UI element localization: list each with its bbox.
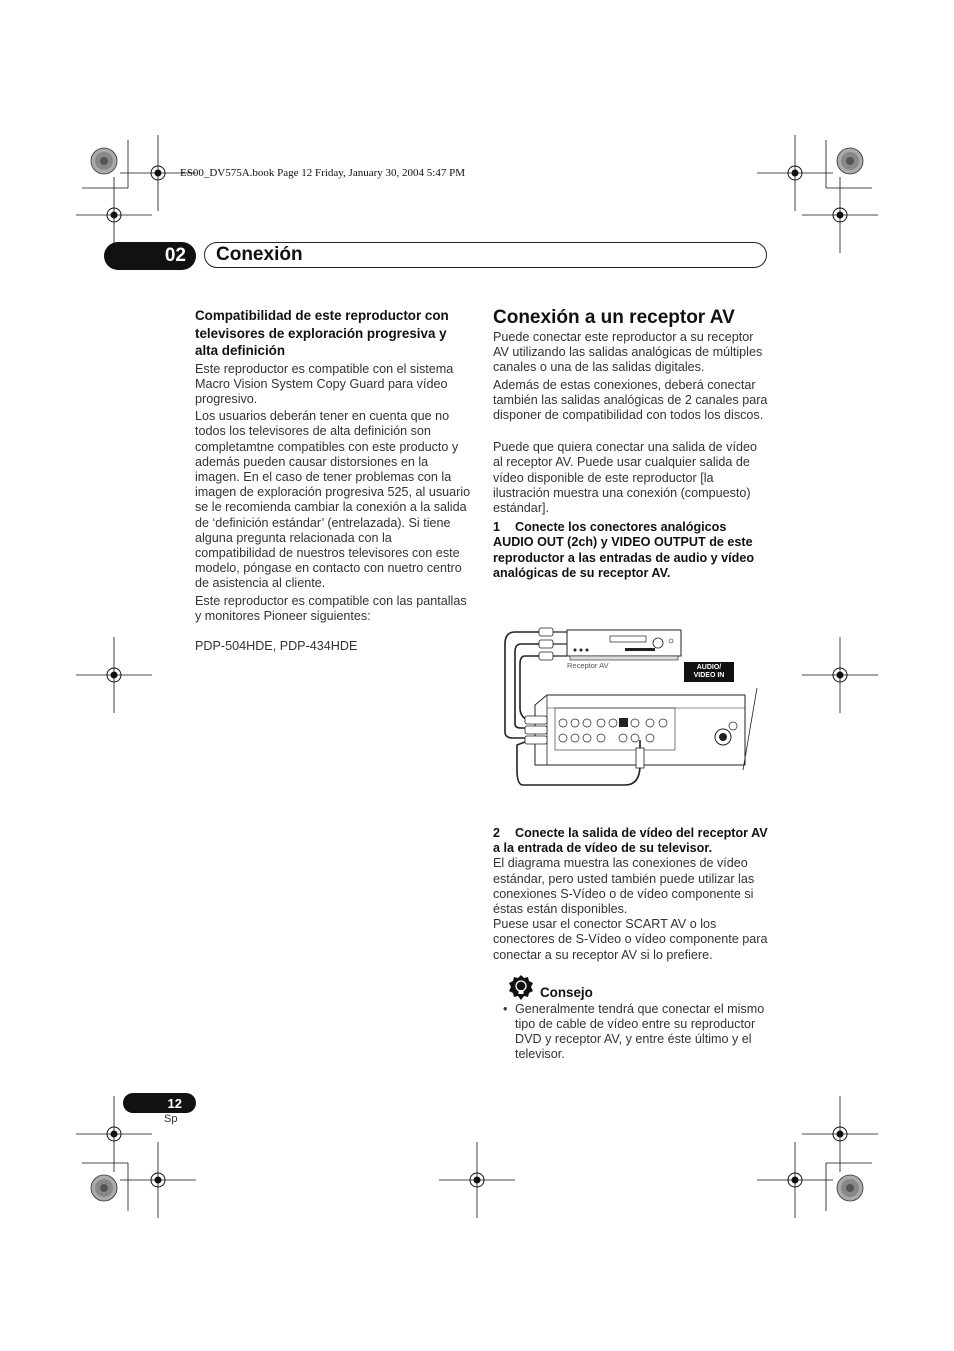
step-1-text: Conecte los conectores analógicos AUDIO OUT (2ch) y VIDEO OUTPUT de este reproductor a las entradas de audio y vídeo analógicas de su receptor AV. bbox=[493, 520, 755, 580]
av-receiver-illustration bbox=[567, 630, 681, 660]
left-heading: Compatibilidad de este reproductor con televisores de exploración progresiva y alta definición bbox=[195, 308, 449, 358]
left-column bbox=[195, 307, 473, 654]
right-paragraph-4: El diagrama muestra las conexiones de vídeo estándar, pero usted también puede utilizar las conexiones S-Vídeo o de vídeo componente si éstas están disponibles. bbox=[493, 856, 755, 917]
section-heading: Conexión a un receptor AV bbox=[493, 307, 735, 328]
page-language: Sp bbox=[164, 1113, 178, 1125]
receiver-label: Receptor AV bbox=[567, 661, 609, 670]
bullet-mark: • bbox=[503, 1002, 508, 1016]
lightbulb-tip-icon bbox=[507, 974, 535, 1002]
tip-title: Consejo bbox=[540, 985, 593, 1000]
step-1 bbox=[493, 520, 769, 581]
left-paragraph-1: Este reproductor es compatible con el sistema Macro Vision System Copy Guard para vídeo progresivo. bbox=[195, 361, 454, 406]
connection-diagram bbox=[495, 620, 765, 790]
tip-bullet bbox=[493, 1002, 769, 1062]
audio-video-in-badge bbox=[684, 662, 734, 682]
step-2-text: Conecte la salida de vídeo del receptor AV a la entrada de vídeo de su televisor. bbox=[493, 826, 768, 856]
right-paragraph-1: Puede conectar este reproductor a su receptor AV utilizando las salidas analógicas de múltiples canales o una de las salidas digitales. bbox=[493, 330, 763, 375]
step-2 bbox=[493, 826, 769, 856]
right-column-top bbox=[493, 307, 769, 581]
left-paragraph-2: Los usuarios deberán tener en cuenta que no todos los televisores de alta definición son completamtne compatibles con este producto y además pueden causar distorsiones en la imagen. En el caso de tener problemas con la imagen de exploración progresiva 525, al usuario se le recomienda cambiar la conexión a la salida de ‘definición estándar’ (entrelazada). Si tiene alguna pregunta relacionada con la compatibilidad de nuestros televisores con este modelo, póngase en contacto con nuetro centro de asistencia al cliente. bbox=[195, 409, 471, 591]
badge-line-2: VIDEO IN bbox=[693, 672, 725, 679]
right-paragraph-3: Puede que quiera conectar una salida de vídeo al receptor AV. Puede usar cualquier salida de vídeo disponible de este reproductor [la ilustración muestra una conexión (compuesto) estándar]. bbox=[493, 440, 757, 516]
step-2-number: 2 bbox=[493, 826, 501, 840]
compatible-models: PDP-504HDE, PDP-434HDE bbox=[195, 638, 358, 653]
page-number: 12 bbox=[123, 1093, 196, 1113]
right-paragraph-5: Puese usar el conector SCART AV o los conectores de S-Vídeo o vídeo componente para conectar a su receptor AV si lo prefiere. bbox=[493, 917, 768, 962]
right-paragraph-2: Además de estas conexiones, deberá conectar también las salidas analógicas de 2 canales para disponer de compatibilidad con todos los discos. bbox=[493, 377, 768, 423]
file-header: ES00_DV575A.book Page 12 Friday, January 30, 2004 5:47 PM bbox=[180, 167, 465, 179]
left-paragraph-3: Este reproductor es compatible con las pantallas y monitores Pioneer siguientes: bbox=[195, 593, 467, 623]
badge-line-1: AUDIO/ bbox=[696, 663, 722, 671]
step-1-number: 1 bbox=[493, 520, 501, 535]
tip-text: Generalmente tendrá que conectar el mismo tipo de cable de vídeo entre su reproductor DVD y receptor AV, y entre éste último y el televisor. bbox=[515, 1002, 765, 1061]
right-column-bottom bbox=[493, 826, 769, 963]
chapter-title: Conexión bbox=[216, 244, 303, 265]
chapter-number: 02 bbox=[104, 242, 196, 270]
